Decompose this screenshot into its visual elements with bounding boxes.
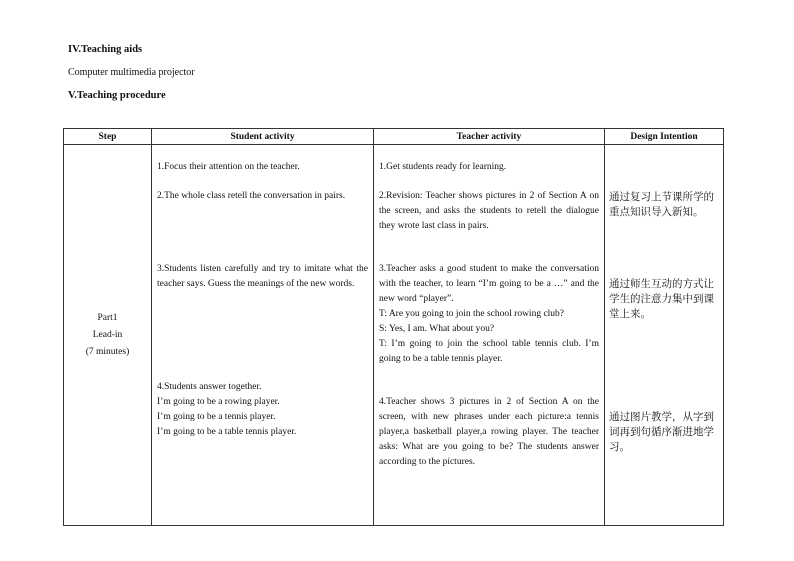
table-row [64,145,724,526]
teacher-dialogue-2: S: Yes, I am. What about you? [379,324,495,334]
design-intention-cell [605,145,724,526]
student-activity-4-line-1: I’m going to be a rowing player. [157,397,280,407]
student-activity-4-line-2: I’m going to be a tennis player. [157,412,276,422]
teaching-aids-heading: IV.Teaching aids [68,44,143,55]
header-step: Step [64,129,152,145]
table-header-row [64,129,724,145]
teacher-dialogue-1: T: Are you going to join the school rowing club? [379,309,565,319]
step-name: Lead-in [92,329,123,340]
teacher-activity-1: 1.Get students ready for learning. [379,162,507,172]
student-activity-4: 4.Students answer together. [157,382,262,392]
design-intention-3: 通过图片教学，从字到词再到句循序渐进地学习。 [609,411,714,453]
teaching-procedure-table [63,128,724,526]
step-cell [64,145,152,526]
step-part: Part1 [97,312,118,323]
student-activity-4-line-3: I’m going to be a table tennis player. [157,427,297,437]
header-design-intention: Design Intention [605,129,724,145]
design-intention-1: 通过复习上节课所学的重点知识导入新知。 [609,191,714,218]
student-activity-1: 1.Focus their attention on the teacher. [157,162,300,172]
teacher-activity-3: 3.Teacher asks a good student to make the conversation with the teacher, to learn “I’m going to be a …” and the new word “player”. [379,264,599,304]
header-student-activity: Student activity [152,129,374,145]
teacher-activity-2: 2.Revision: Teacher shows pictures in 2 of Section A on the screen, and asks the students to retell the dialogue they wrote last class in pairs. [379,191,599,231]
teacher-activity-4: 4.Teacher shows 3 pictures in 2 of Section A on the screen, with new phrases under each picture:a tennis player,a basketball player,a rowing player. The teacher asks: What are you going to be? The students answer according to the pictures. [379,397,599,467]
design-intention-2: 通过师生互动的方式让学生的注意力集中到课堂上来。 [609,278,714,320]
student-activity-cell [152,145,374,526]
student-activity-2: 2.The whole class retell the conversation in pairs. [157,191,346,201]
teaching-aids-text: Computer multimedia projector [68,67,195,78]
teaching-procedure-heading: V.Teaching procedure [68,90,166,101]
header-teacher-activity: Teacher activity [374,129,605,145]
step-time: (7 minutes) [85,346,130,357]
teacher-activity-cell [374,145,605,526]
student-activity-3: 3.Students listen carefully and try to imitate what the teacher says. Guess the meanings of the new words. [157,264,368,289]
teacher-dialogue-3: T: I’m going to join the school table tennis club. I’m going to be a table tennis player. [379,339,599,364]
